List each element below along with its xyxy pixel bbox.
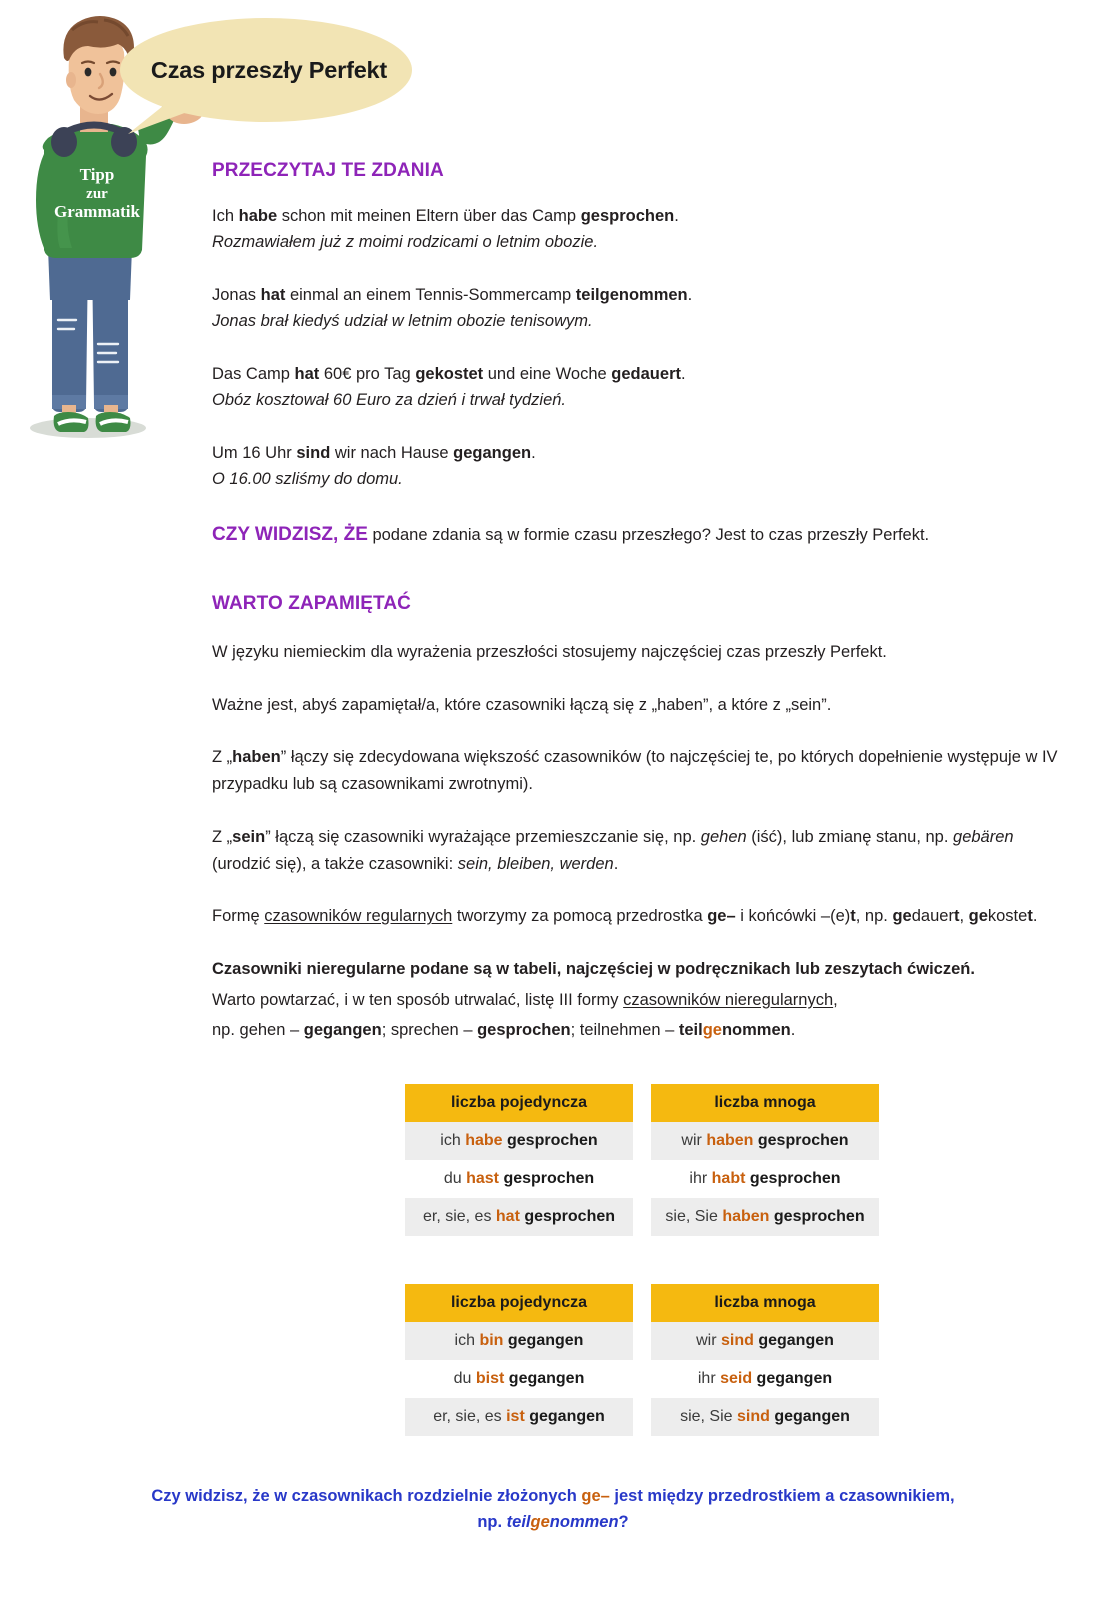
singular-column (405, 1284, 633, 1436)
paragraph-irregular-examples: np. gehen – gegangen; sprechen – gesprochen; teilnehmen – teilgenommen. (212, 1021, 796, 1040)
eye-right (110, 68, 117, 77)
table-row: ich habe gesprochen (405, 1122, 633, 1160)
speech-bubble-title: Czas przeszły Perfekt (150, 56, 388, 83)
aux-verb: hat (294, 365, 320, 384)
table-row: sie, Sie haben gesprochen (651, 1198, 879, 1236)
lesson-content (212, 160, 1072, 1436)
heading-worth-remembering: WARTO ZAPAMIĘTAĆ (212, 593, 411, 614)
hoodie-text-line1: Tipp (79, 165, 115, 184)
paragraph-sein: Z „sein” łączą się czasowniki wyrażające przemieszczanie się, np. gehen (iść), lub zmianę stanu, np. gebären (urodzić się), a także czasowniki: sein, bleiben, werden. (212, 827, 1014, 873)
aux-verb: habe (238, 207, 278, 225)
participle: teilgenommen (575, 286, 688, 305)
aux-verb: habt (711, 1170, 746, 1188)
prefix-ge: ge– (707, 907, 736, 926)
participle: gegangen (752, 1370, 833, 1388)
table-row: wir sind gegangen (651, 1322, 879, 1360)
participle: gesprochen (769, 1208, 865, 1226)
example-gehen: gehen (700, 827, 747, 846)
sentence-polish: O 16.00 szliśmy do domu. (212, 469, 403, 488)
aux-verb: haben (706, 1132, 754, 1150)
heading-do-you-see: CZY WIDZISZ, ŻE (212, 523, 368, 545)
example-verb-list: sein, bleiben, werden (457, 854, 614, 873)
participle: gegangen (503, 1332, 584, 1350)
table-row: wir haben gesprochen (651, 1122, 879, 1160)
table-header-plural: liczba mnoga (651, 1084, 879, 1122)
table-header-plural: liczba mnoga (651, 1284, 879, 1322)
participle: gegangen (453, 444, 532, 463)
czy-widzisz-line: CZY WIDZISZ, ŻE podane zdania są w formie czasu przeszłego? Jest to czas przeszły Perfekt. (212, 523, 930, 545)
aux-verb: sind (737, 1408, 770, 1426)
highlight-ge: ge (702, 1021, 722, 1040)
participle: gesprochen (499, 1170, 595, 1188)
paragraph-regular-verbs: Formę czasowników regularnych tworzymy za pomocą przedrostka ge– i końcówki –(e)t, np. gedauert, gekostet. (212, 907, 1038, 926)
sentence-polish: Obóz kosztował 60 Euro za dzień i trwał tydzień. (212, 390, 567, 409)
participle: gegangen (504, 1370, 585, 1388)
participle: gesprochen (580, 207, 675, 225)
plural-column (651, 1284, 879, 1436)
aux-verb: sind (296, 444, 331, 463)
headphone-left (51, 127, 77, 157)
sentence-german: Jonas hat einmal an einem Tennis-Sommercamp teilgenommen. (212, 286, 693, 305)
singular-column (405, 1084, 633, 1236)
example-gebaeren: gebären (953, 827, 1014, 846)
hoodie-text-line2: zur (86, 186, 108, 202)
speech-bubble (118, 16, 414, 138)
heading-read-sentences: PRZECZYTAJ TE ZDANIA (212, 160, 444, 181)
table-row: ihr seid gegangen (651, 1360, 879, 1398)
footer-example-teilgenommen: teilgenommen (506, 1512, 619, 1531)
table-row: er, sie, es hat gesprochen (405, 1198, 633, 1236)
conjugation-table-haben (405, 1084, 879, 1236)
sentence-polish: Rozmawiałem już z moimi rodzicami o letnim obozie. (212, 232, 599, 251)
aux-verb: seid (720, 1370, 753, 1388)
sentence-group-4 (212, 441, 1072, 492)
table-row: ich bin gegangen (405, 1322, 633, 1360)
aux-verb: hat (260, 286, 286, 305)
conjugation-table-sein (405, 1284, 879, 1436)
table-row: er, sie, es ist gegangen (405, 1398, 633, 1436)
participle: gesprochen (502, 1132, 598, 1150)
hoodie-text-line3: Grammatik (54, 202, 140, 221)
participle: gegangen (769, 1408, 850, 1426)
participle: gesprochen (753, 1132, 849, 1150)
sentence-group-3 (212, 362, 1072, 413)
sentence-german: Um 16 Uhr sind wir nach Hause gegangen. (212, 444, 536, 463)
sentence-group-1 (212, 204, 1072, 255)
participle-second: gedauert (611, 365, 681, 384)
paragraph-haben: Z „haben” łączy się zdecydowana większość czasowników (to najczęściej te, po których dopełnienie występuje w IV przypadku lub są czasownikami zwrotnymi). (212, 748, 1058, 794)
sentence-group-2 (212, 283, 1072, 334)
aux-verb: sind (720, 1332, 754, 1350)
paragraph-2: Ważne jest, abyś zapamiętał/a, które czasowniki łączą się z „haben”, a które z „sein”. (212, 695, 832, 714)
aux-verb: ist (506, 1408, 525, 1426)
paragraph-irregular-bold: Czasowniki nieregularne podane są w tabeli, najczęściej w podręcznikach lub zeszytach ćwiczeń. (212, 960, 975, 979)
table-header-singular: liczba pojedyncza (405, 1284, 633, 1322)
example-gesprochen: gesprochen (477, 1021, 571, 1040)
aux-verb: bist (475, 1370, 505, 1388)
example-teilgenommen: teilgenommen (678, 1021, 791, 1040)
table-row: du hast gesprochen (405, 1160, 633, 1198)
table-row: ihr habt gesprochen (651, 1160, 879, 1198)
sentence-german: Das Camp hat 60€ pro Tag gekostet und eine Woche gedauert. (212, 365, 686, 384)
sentence-polish: Jonas brał kiedyś udział w letnim obozie tenisowym. (212, 311, 593, 330)
aux-verb: hat (495, 1208, 520, 1226)
underlined-regular-verbs: czasowników regularnych (264, 907, 453, 926)
aux-verb: habe (465, 1132, 503, 1150)
table-header-singular: liczba pojedyncza (405, 1084, 633, 1122)
table-row: sie, Sie sind gegangen (651, 1398, 879, 1436)
participle: gesprochen (519, 1208, 616, 1226)
paragraph-irregular-list-intro: Warto powtarzać, i w ten sposób utrwalać, listę III formy czasowników nieregularnych, (212, 990, 838, 1009)
participle: gegangen (524, 1408, 605, 1426)
eye-left (85, 68, 92, 77)
participle: gegangen (753, 1332, 834, 1350)
table-row: du bist gegangen (405, 1360, 633, 1398)
underlined-irregular-verbs: czasowników nieregularnych (623, 990, 834, 1009)
example-gegangen: gegangen (303, 1021, 382, 1040)
aux-verb: hast (466, 1170, 499, 1188)
ear (66, 72, 76, 88)
keyword-sein: sein (232, 827, 266, 846)
plural-column (651, 1084, 879, 1236)
footer-highlight-ge: ge– (581, 1487, 610, 1505)
sentence-german: Ich habe schon mit meinen Eltern über das Camp gesprochen. (212, 207, 679, 225)
keyword-haben: haben (232, 748, 281, 767)
aux-verb: haben (722, 1208, 770, 1226)
participle: gesprochen (745, 1170, 841, 1188)
participle: gekostet (415, 365, 484, 384)
paragraph-1: W języku niemieckim dla wyrażenia przeszłości stosujemy najczęściej czas przeszły Perfekt. (212, 643, 887, 661)
footer-note: Czy widzisz, że w czasownikach rozdzielnie złożonych ge– jest między przedrostkiem a czasownikiem, np. teilgenommen? (151, 1487, 955, 1531)
aux-verb: bin (479, 1332, 504, 1350)
